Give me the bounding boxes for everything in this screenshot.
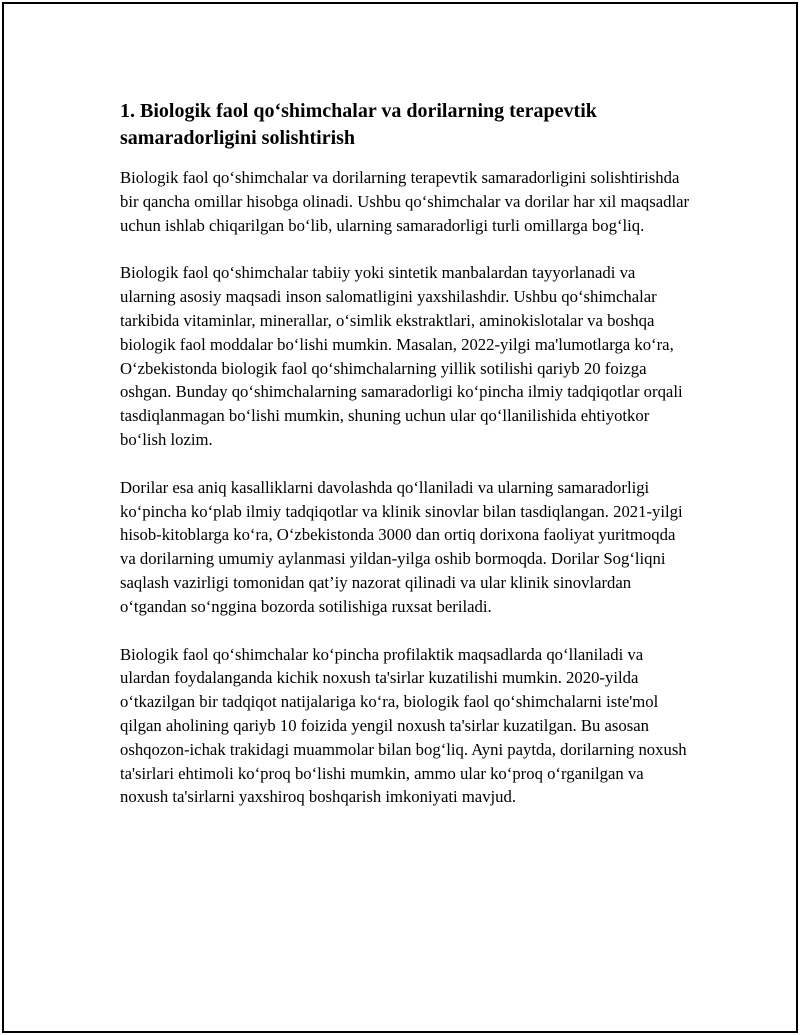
section-heading: 1. Biologik faol qo‘shimchalar va dorilarning terapevtik samaradorligini solishtirish (120, 100, 597, 149)
paragraph-1: Biologik faol qo‘shimchalar va dorilarning terapevtik samaradorligini solishtirishda bir qancha omillar hisobga olinadi. Ushbu qo‘shimchalar va dorilar har xil maqsadlar uchun ishlab chiqarilgan bo‘lib, ularning samaradorligi turli omillarga bog‘liq. (120, 168, 690, 235)
paragraph-3: Dorilar esa aniq kasalliklarni davolashda qo‘llaniladi va ularning samaradorligi ko‘pincha ko‘plab ilmiy tadqiqotlar va klinik sinovlar bilan tasdiqlangan. 2021-yilgi hisob-kitoblarga ko‘ra, O‘zbekistonda 3000 dan ortiq dorixona faoliyat yuritmoqda va dorilarning umumiy aylanmasi yildan-yilga oshib bormoqda. Dorilar Sog‘liqni saqlash vazirligi tomonidan qat’iy nazorat qilinadi va ular klinik sinovlardan o‘tgandan so‘nggina bozorda sotilishiga ruxsat beriladi. (120, 477, 683, 616)
paragraph-2: Biologik faol qo‘shimchalar tabiiy yoki sintetik manbalardan tayyorlanadi va ularning asosiy maqsadi inson salomatligini yaxshilashdir. Ushbu qo‘shimchalar tarkibida vitaminlar, minerallar, o‘simlik ekstraktlari, aminokislotalar va boshqa biologik faol moddalar bo‘lishi mumkin. Masalan, 2022-yilgi ma'lumotlarga ko‘ra, O‘zbekistonda biologik faol qo‘shimchalarning yillik sotilishi qariyb 20 foizga oshgan. Bunday qo‘shimchalarning samaradorligi ko‘pincha ilmiy tadqiqotlar orqali tasdiqlanmagan bo‘lishi mumkin, shuning uchun ular qo‘llanilishida ehtiyotkor bo‘lish lozim. (120, 263, 683, 449)
document-body (120, 98, 690, 833)
paragraph-4: Biologik faol qo‘shimchalar ko‘pincha profilaktik maqsadlarda qo‘llaniladi va ulardan foydalanganda kichik noxush ta'sirlar kuzatilishi mumkin. 2020-yilda o‘tkazilgan bir tadqiqot natijalariga ko‘ra, biologik faol qo‘shimchalarni iste'mol qilgan aholining qariyb 10 foizida yengil noxush ta'sirlar kuzatilgan. Bu asosan oshqozon-ichak trakidagi muammolar bilan bog‘liq. Ayni paytda, dorilarning noxush ta'sirlari ehtimoli ko‘proq bo‘lishi mumkin, ammo ular ko‘proq o‘rganilgan va noxush ta'sirlarni yaxshiroq boshqarish imkoniyati mavjud. (120, 644, 687, 807)
page-frame (2, 2, 798, 1033)
